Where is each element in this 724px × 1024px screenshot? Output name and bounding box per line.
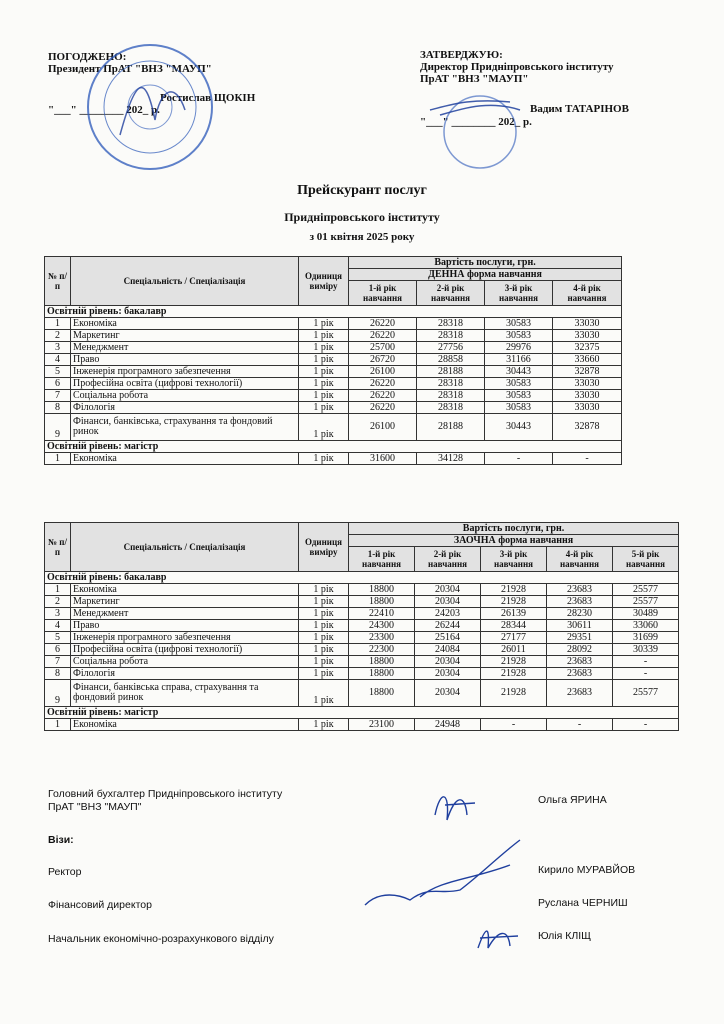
price-cell: 23683 <box>547 680 613 707</box>
price-cell: 23100 <box>349 719 415 731</box>
price-cell: 23300 <box>349 632 415 644</box>
page-title: Прейскурант послуг <box>297 183 427 198</box>
price-cell: 31166 <box>485 354 553 366</box>
price-cell: 26220 <box>349 330 417 342</box>
col-num-header: № п/п <box>45 523 71 572</box>
director-date: "___" ________ 202_ р. <box>420 116 532 128</box>
price-cell: 24300 <box>349 620 415 632</box>
price-cell: 18800 <box>349 680 415 707</box>
price-cell: 28092 <box>547 644 613 656</box>
row-number: 8 <box>45 668 71 680</box>
price-cell: 28188 <box>417 366 485 378</box>
price-cell: 28318 <box>417 330 485 342</box>
price-cell: 26720 <box>349 354 417 366</box>
price-cell: 20304 <box>415 656 481 668</box>
price-cell: 26139 <box>481 608 547 620</box>
specialty-name: Менеджмент <box>71 608 299 620</box>
table-row <box>45 608 679 620</box>
signature-rector <box>360 835 530 915</box>
section-row <box>45 441 622 453</box>
price-cell: - <box>485 453 553 465</box>
price-cell: 33060 <box>613 620 679 632</box>
price-cell: 32878 <box>553 414 622 441</box>
section-title: Освітній рівень: бакалавр <box>45 306 622 318</box>
specialty-name: Економіка <box>71 584 299 596</box>
price-cell: 29351 <box>547 632 613 644</box>
price-cell: 30489 <box>613 608 679 620</box>
price-cell: 28318 <box>417 378 485 390</box>
price-cell: 34128 <box>417 453 485 465</box>
price-cell: 24084 <box>415 644 481 656</box>
row-number: 6 <box>45 644 71 656</box>
table-row <box>45 453 622 465</box>
price-cell: 25164 <box>415 632 481 644</box>
price-cell: 30339 <box>613 644 679 656</box>
president-name: Ростислав ЩОКІН <box>160 92 256 104</box>
approved-label: ЗАТВЕРДЖУЮ: <box>420 49 503 61</box>
row-number: 3 <box>45 608 71 620</box>
table-row <box>45 596 679 608</box>
specialty-name: Професійна освіта (цифрові технології) <box>71 644 299 656</box>
price-cell: 28230 <box>547 608 613 620</box>
row-number: 4 <box>45 620 71 632</box>
director-position: Директор Придніпровського інституту <box>420 61 614 73</box>
specialty-name: Інженерія програмного забезпечення <box>71 366 299 378</box>
price-cell: 30583 <box>485 378 553 390</box>
table-row <box>45 354 622 366</box>
unit-cell: 1 рік <box>299 390 349 402</box>
price-cell: 21928 <box>481 668 547 680</box>
section-row <box>45 306 622 318</box>
price-cell: 26220 <box>349 402 417 414</box>
section-row <box>45 707 679 719</box>
row-number: 1 <box>45 453 71 465</box>
unit-cell: 1 рік <box>299 330 349 342</box>
unit-cell: 1 рік <box>299 584 349 596</box>
price-cell: 31699 <box>613 632 679 644</box>
form-header: ДЕННА форма навчання <box>349 269 622 281</box>
table-row <box>45 584 679 596</box>
unit-cell: 1 рік <box>299 719 349 731</box>
price-cell: 26220 <box>349 318 417 330</box>
unit-cell: 1 рік <box>299 453 349 465</box>
unit-cell: 1 рік <box>299 644 349 656</box>
price-cell: 23683 <box>547 656 613 668</box>
unit-cell: 1 рік <box>299 414 349 441</box>
price-table-day <box>44 256 622 465</box>
findir-title: Фінансовий директор <box>48 899 152 911</box>
price-cell: 18800 <box>349 584 415 596</box>
section-title: Освітній рівень: магістр <box>45 441 622 453</box>
price-cell: 28318 <box>417 318 485 330</box>
col-spec-header: Спеціальність / Спеціалізація <box>71 257 299 306</box>
price-cell: 30583 <box>485 402 553 414</box>
row-number: 1 <box>45 719 71 731</box>
accountant-name: Ольга ЯРИНА <box>538 794 607 806</box>
price-cell: 21928 <box>481 656 547 668</box>
year-header: 1-й рік навчання <box>349 547 415 572</box>
table-row <box>45 378 622 390</box>
director-name: Вадим ТАТАРІНОВ <box>530 103 629 115</box>
price-cell: 30583 <box>485 390 553 402</box>
price-cell: - <box>613 719 679 731</box>
section-title: Освітній рівень: магістр <box>45 707 679 719</box>
price-cell: 31600 <box>349 453 417 465</box>
price-cell: 26100 <box>349 414 417 441</box>
page-subtitle: Придніпровського інституту <box>284 210 440 224</box>
specialty-name: Економіка <box>71 453 299 465</box>
price-table-extramural <box>44 522 679 731</box>
cost-header: Вартість послуги, грн. <box>349 257 622 269</box>
row-number: 1 <box>45 318 71 330</box>
price-cell: 25577 <box>613 596 679 608</box>
price-cell: 33030 <box>553 390 622 402</box>
price-cell: 24948 <box>415 719 481 731</box>
price-cell: 20304 <box>415 596 481 608</box>
col-num-header: № п/п <box>45 257 71 306</box>
price-cell: 27756 <box>417 342 485 354</box>
price-cell: 29976 <box>485 342 553 354</box>
price-cell: 26244 <box>415 620 481 632</box>
econ-name: Юлія КЛІЩ <box>538 930 591 942</box>
price-cell: 30443 <box>485 366 553 378</box>
accountant-block <box>48 788 282 814</box>
agreed-label: ПОГОДЖЕНО: <box>48 51 127 63</box>
table-row <box>45 656 679 668</box>
table-row <box>45 366 622 378</box>
price-cell: 20304 <box>415 680 481 707</box>
price-cell: 25700 <box>349 342 417 354</box>
row-number: 4 <box>45 354 71 366</box>
table-row <box>45 414 622 441</box>
table-row <box>45 632 679 644</box>
unit-cell: 1 рік <box>299 378 349 390</box>
section-row <box>45 572 679 584</box>
table-row <box>45 402 622 414</box>
price-cell: 28858 <box>417 354 485 366</box>
specialty-name: Право <box>71 620 299 632</box>
price-cell: - <box>613 656 679 668</box>
section-title: Освітній рівень: бакалавр <box>45 572 679 584</box>
price-cell: 21928 <box>481 680 547 707</box>
col-spec-header: Спеціальність / Спеціалізація <box>71 523 299 572</box>
table-row <box>45 680 679 707</box>
table-row <box>45 620 679 632</box>
specialty-name: Соціальна робота <box>71 656 299 668</box>
specialty-name: Філологія <box>71 668 299 680</box>
row-number: 9 <box>45 414 71 441</box>
director-org: ПрАТ "ВНЗ "МАУП" <box>420 73 529 85</box>
price-cell: 22300 <box>349 644 415 656</box>
rector-title: Ректор <box>48 866 82 878</box>
unit-cell: 1 рік <box>299 608 349 620</box>
price-cell: 32878 <box>553 366 622 378</box>
row-number: 5 <box>45 366 71 378</box>
table-row <box>45 644 679 656</box>
specialty-name: Економіка <box>71 719 299 731</box>
price-cell: 26220 <box>349 390 417 402</box>
unit-cell: 1 рік <box>299 366 349 378</box>
signature-econ <box>470 918 530 958</box>
price-cell: 32375 <box>553 342 622 354</box>
date-line: з 01 квітня 2025 року <box>309 231 415 243</box>
price-cell: 23683 <box>547 668 613 680</box>
specialty-name: Маркетинг <box>71 596 299 608</box>
unit-cell: 1 рік <box>299 402 349 414</box>
price-cell: 24203 <box>415 608 481 620</box>
specialty-name: Право <box>71 354 299 366</box>
price-cell: 30583 <box>485 318 553 330</box>
table-row <box>45 719 679 731</box>
row-number: 9 <box>45 680 71 707</box>
unit-cell: 1 рік <box>299 632 349 644</box>
unit-cell: 1 рік <box>299 318 349 330</box>
table-row <box>45 342 622 354</box>
price-cell: 26100 <box>349 366 417 378</box>
unit-cell: 1 рік <box>299 354 349 366</box>
price-cell: 21928 <box>481 584 547 596</box>
row-number: 5 <box>45 632 71 644</box>
row-number: 1 <box>45 584 71 596</box>
price-cell: 22410 <box>349 608 415 620</box>
year-header: 5-й рік навчання <box>613 547 679 572</box>
price-cell: 21928 <box>481 596 547 608</box>
price-cell: 18800 <box>349 596 415 608</box>
col-unit-header: Одиниця виміру <box>299 257 349 306</box>
price-cell: 28318 <box>417 402 485 414</box>
unit-cell: 1 рік <box>299 596 349 608</box>
price-cell: 20304 <box>415 584 481 596</box>
price-cell: 30583 <box>485 330 553 342</box>
price-cell: 33030 <box>553 330 622 342</box>
col-unit-header: Одиниця виміру <box>299 523 349 572</box>
specialty-name: Менеджмент <box>71 342 299 354</box>
cost-header: Вартість послуги, грн. <box>349 523 679 535</box>
stamp-right <box>420 90 540 170</box>
year-header: 3-й рік навчання <box>481 547 547 572</box>
price-cell: 23683 <box>547 584 613 596</box>
specialty-name: Професійна освіта (цифрові технології) <box>71 378 299 390</box>
specialty-name: Інженерія програмного забезпечення <box>71 632 299 644</box>
row-number: 6 <box>45 378 71 390</box>
row-number: 2 <box>45 330 71 342</box>
unit-cell: 1 рік <box>299 680 349 707</box>
price-cell: 28344 <box>481 620 547 632</box>
price-cell: - <box>613 668 679 680</box>
price-cell: 33030 <box>553 402 622 414</box>
table-row <box>45 390 622 402</box>
price-cell: - <box>481 719 547 731</box>
year-header: 3-й рік навчання <box>485 281 553 306</box>
table-row <box>45 330 622 342</box>
table-row <box>45 668 679 680</box>
specialty-name: Економіка <box>71 318 299 330</box>
row-number: 2 <box>45 596 71 608</box>
row-number: 7 <box>45 656 71 668</box>
price-cell: 33030 <box>553 318 622 330</box>
price-cell: 23683 <box>547 596 613 608</box>
price-cell: 26011 <box>481 644 547 656</box>
rector-name: Кирило МУРАВЙОВ <box>538 864 636 876</box>
year-header: 4-й рік навчання <box>553 281 622 306</box>
price-cell: 25577 <box>613 584 679 596</box>
president-date: "___" ________ 202_ р. <box>48 104 160 116</box>
president-position: Президент ПрАТ "ВНЗ "МАУП" <box>48 63 212 75</box>
unit-cell: 1 рік <box>299 656 349 668</box>
unit-cell: 1 рік <box>299 668 349 680</box>
year-header: 1-й рік навчання <box>349 281 417 306</box>
price-cell: 30443 <box>485 414 553 441</box>
approval-right <box>420 49 614 85</box>
row-number: 8 <box>45 402 71 414</box>
table-row <box>45 318 622 330</box>
form-header: ЗАОЧНА форма навчання <box>349 535 679 547</box>
econ-title: Начальник економічно-розрахункового відділу <box>48 933 274 945</box>
unit-cell: 1 рік <box>299 342 349 354</box>
price-cell: - <box>547 719 613 731</box>
year-header: 2-й рік навчання <box>417 281 485 306</box>
specialty-name: Фінанси, банківська справа, страхування та фондовий ринок <box>71 680 299 707</box>
price-cell: 27177 <box>481 632 547 644</box>
findir-name: Руслана ЧЕРНИШ <box>538 897 628 909</box>
specialty-name: Маркетинг <box>71 330 299 342</box>
accountant-title: Головний бухгалтер Придніпровського інституту <box>48 788 283 800</box>
price-cell: 33030 <box>553 378 622 390</box>
specialty-name: Фінанси, банківська, страхування та фондовий ринок <box>71 414 299 441</box>
year-header: 4-й рік навчання <box>547 547 613 572</box>
stamp-left <box>80 40 220 175</box>
year-header: 2-й рік навчання <box>415 547 481 572</box>
price-cell: 20304 <box>415 668 481 680</box>
price-cell: 18800 <box>349 668 415 680</box>
specialty-name: Соціальна робота <box>71 390 299 402</box>
unit-cell: 1 рік <box>299 620 349 632</box>
price-cell: 30611 <box>547 620 613 632</box>
row-number: 7 <box>45 390 71 402</box>
visas-label: Візи: <box>48 834 74 846</box>
price-cell: 28188 <box>417 414 485 441</box>
accountant-org: ПрАТ "ВНЗ "МАУП" <box>48 801 142 813</box>
row-number: 3 <box>45 342 71 354</box>
price-cell: - <box>553 453 622 465</box>
price-cell: 33660 <box>553 354 622 366</box>
price-cell: 18800 <box>349 656 415 668</box>
specialty-name: Філологія <box>71 402 299 414</box>
price-cell: 25577 <box>613 680 679 707</box>
price-cell: 26220 <box>349 378 417 390</box>
price-cell: 28318 <box>417 390 485 402</box>
signature-accountant <box>425 785 485 830</box>
